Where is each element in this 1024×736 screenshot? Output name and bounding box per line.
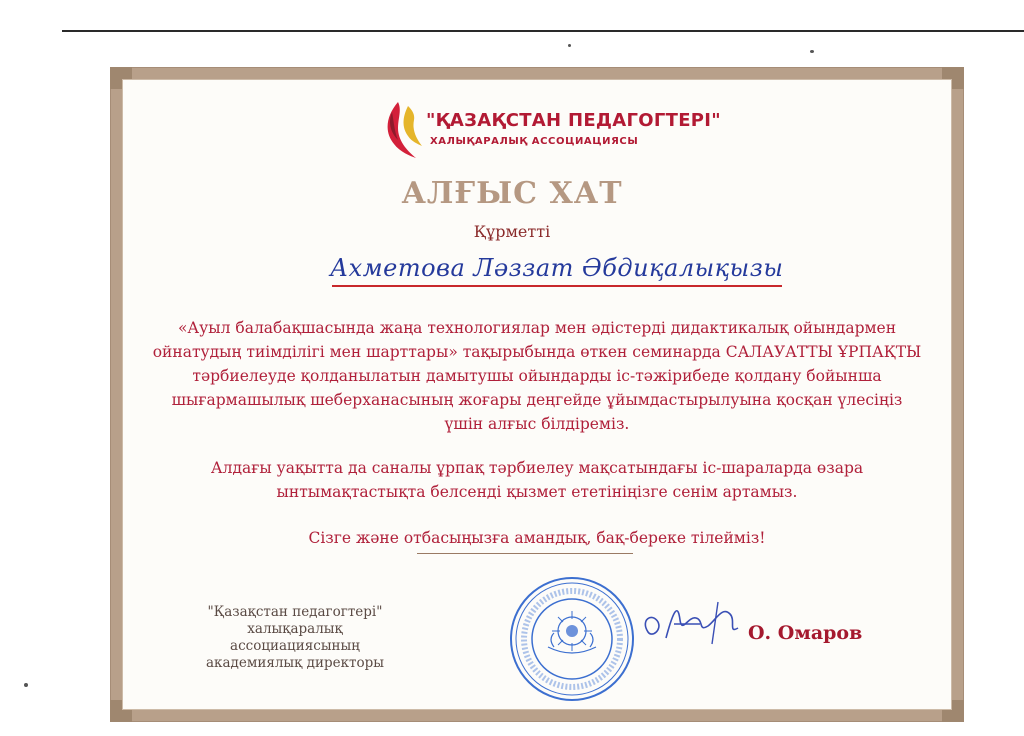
association-name: "ҚАЗАҚСТАН ПЕДАГОГТЕРІ" — [426, 110, 721, 131]
gratitude-paragraph: «Ауыл балабақшасында жаңа технологиялар мен әдістерді дидактикалық ойындармен ойнатудың тиімділігі мен шарттары» тақырыбында өткен семинарда САЛАУАТТЫ ҰРПАҚТЫ тәрбиелеуде қолданылатын дамытушы ойындарды іс-тәжірибеде қолдану бойынша шығармашылық шеберханасының жоғары деңгейде ұйымдастырылуына қосқан үлесіңіз үшін алғыс білдіреміз. — [152, 319, 922, 433]
signer-position-line: ассоциациясының — [230, 638, 360, 654]
stamp-seal-icon — [508, 575, 636, 703]
signer-position-line: академиялық директоры — [205, 655, 384, 671]
signer-name: О. Омаров — [748, 622, 863, 644]
cooperation-paragraph: Алдағы уақытта да саналы ұрпақ тәрбиелеу мақсатындағы іс-шараларда өзара ынтымақтастықта белсенді қызмет ететініңізге сенім артамыз. — [210, 459, 864, 501]
certificate-title: АЛҒЫС ХАТ — [401, 176, 623, 211]
handwritten-signature — [638, 598, 748, 650]
flame-logo-icon — [380, 98, 424, 160]
wishes-line: Сізге және отбасыңызға амандық, бақ-береке тілейміз! — [308, 529, 766, 547]
wishes-underline — [417, 553, 633, 554]
recipient-name-handwritten: Ахметова Ләззат Әбдиқалықызы — [330, 254, 784, 282]
signer-position-line: "Қазақстан педагогтері" — [207, 604, 383, 620]
scan-speck — [24, 683, 28, 687]
scan-speck — [568, 44, 571, 47]
signer-position — [190, 604, 400, 672]
recipient-underline — [332, 285, 782, 287]
signer-position-line: халықаралық — [247, 621, 343, 637]
association-logo — [380, 98, 721, 164]
scan-edge-line — [62, 30, 1024, 32]
association-subtitle: ХАЛЫҚАРАЛЫҚ АССОЦИАЦИЯСЫ — [430, 136, 639, 147]
salutation: Құрметті — [473, 222, 551, 241]
scan-speck — [810, 50, 814, 53]
official-stamp — [508, 575, 636, 703]
